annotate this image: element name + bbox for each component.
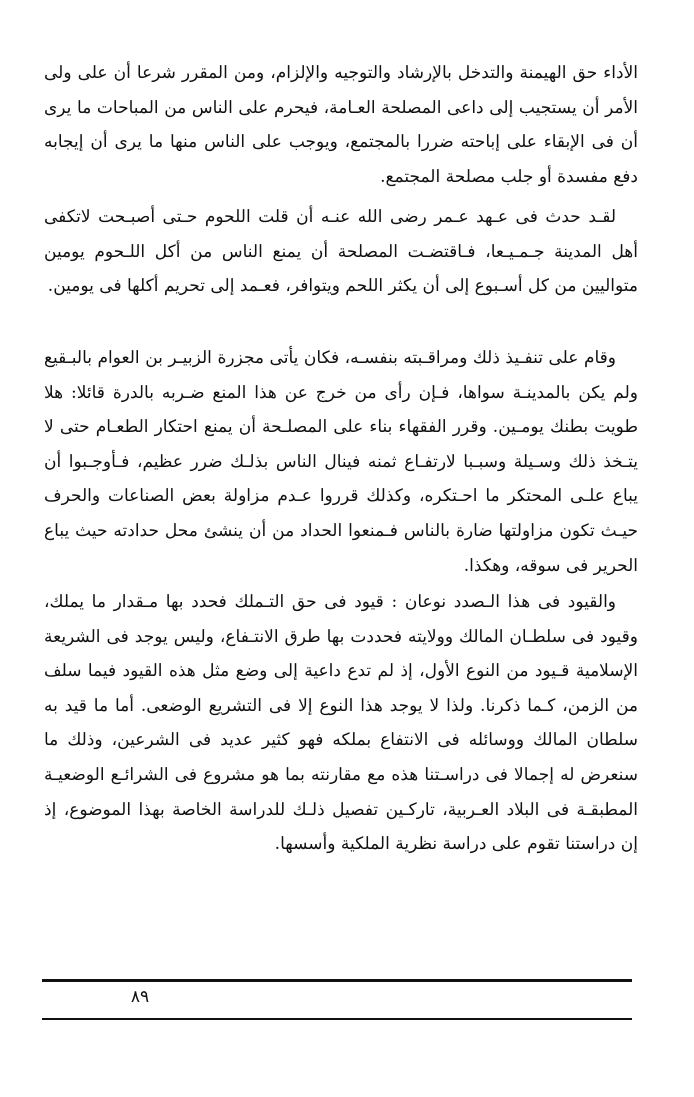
body-paragraph-4 <box>44 585 638 862</box>
footer-rule-bottom <box>42 1018 632 1020</box>
body-paragraph-3 <box>44 341 638 583</box>
paragraph-text: الأداء حق الهيمنة والتدخل بالإرشاد والتوجيه والإلزام، ومن المقرر شرعا أن على ولى الأمر أن يستجيب إلى داعى المصلحة العـامة، فيحرم على الناس من المباحات ما يرى أن فى الإبقاء على إباحته ضررا بالمجتمع، ويوجب على الناس منها ما يرى أن إيجابه دفع مفسدة أو جلب مصلحة المجتمع. <box>44 63 638 187</box>
paragraph-text: وقام على تنفـيذ ذلك ومراقـبته بنفسـه، فكان يأتى مجزرة الزبيـر بن العوام بالبـقيع ولم يكن بالمدينـة سواها، فـإن رأى من خرج عن هذا المنع ضـربه بالدرة قائلا: هلا طويت بطنك يومـين. وقرر الفقهاء بناء على المصلـحة أن يمنع احتكار الطعـام حتى لا يتـخذ ذلك وسـيلة وسبـبا لارتفـاع ثمنه فينال الناس بذلـك ضرر عظيم، فـأوجـبوا أن يباع علـى المحتكر ما احـتكره، وكذلك قرروا عـدم مزاولة بعض الصناعات والحرف حيـث تكون مزاولتها ضارة بالناس فـمنعوا الحداد من أن ينشئ محل حدادته حيث يباع الحرير فى سوقه، وهكذا. <box>44 348 638 576</box>
body-paragraph-1 <box>44 56 638 194</box>
page-number: ٨٩ <box>130 987 150 1007</box>
paragraph-text: لقـد حدث فى عـهد عـمر رضى الله عنـه أن قلت اللحوم حـتى أصبـحت لاتكفى أهل المدينة جـمـيـعا، فـاقتضـت المصلحة أن يمنع الناس من أكل اللـحوم يومين متواليين من كل أسـبوع إلى أن يكثر اللحم ويتوافر، فعـمد إلى تحريم أكلها فى يومين. <box>44 207 638 297</box>
paragraph-text: والقيود فى هذا الـصدد نوعان : قيود فى حق التـملك فحدد بها مـقدار ما يملك، وقيود فى سلطـان المالك وولايته فحددت بها طرق الانتـفاع، وليس يوجد فى الشريعة الإسلامية قـيود من النوع الأول، إذ لم تدع داعية إلى وضع مثل هذه القيود فيما سلف من الزمن، كـما ذكرنا. ولذا لا يوجد هذا النوع إلا فى التشريع الوضعى. أما ما قيد به سلطان المالك ووسائله فى الانتفاع بملكه فهو كثير عديد فى الشرعين، وذلك ما سنعرض له إجمالا فى دراسـتنا هذه مع مقارنته بما هو مشروع فى الشرائـع الوضعيـة المطبقـة فى البلاد العـربية، تاركـين تفصيل ذلـك للدراسة الخاصة بهذا الموضوع، إذ إن دراستنا تقوم على دراسة نظرية الملكية وأسسها. <box>44 592 638 855</box>
body-paragraph-2 <box>44 200 638 304</box>
footer-rule-top <box>42 979 632 982</box>
